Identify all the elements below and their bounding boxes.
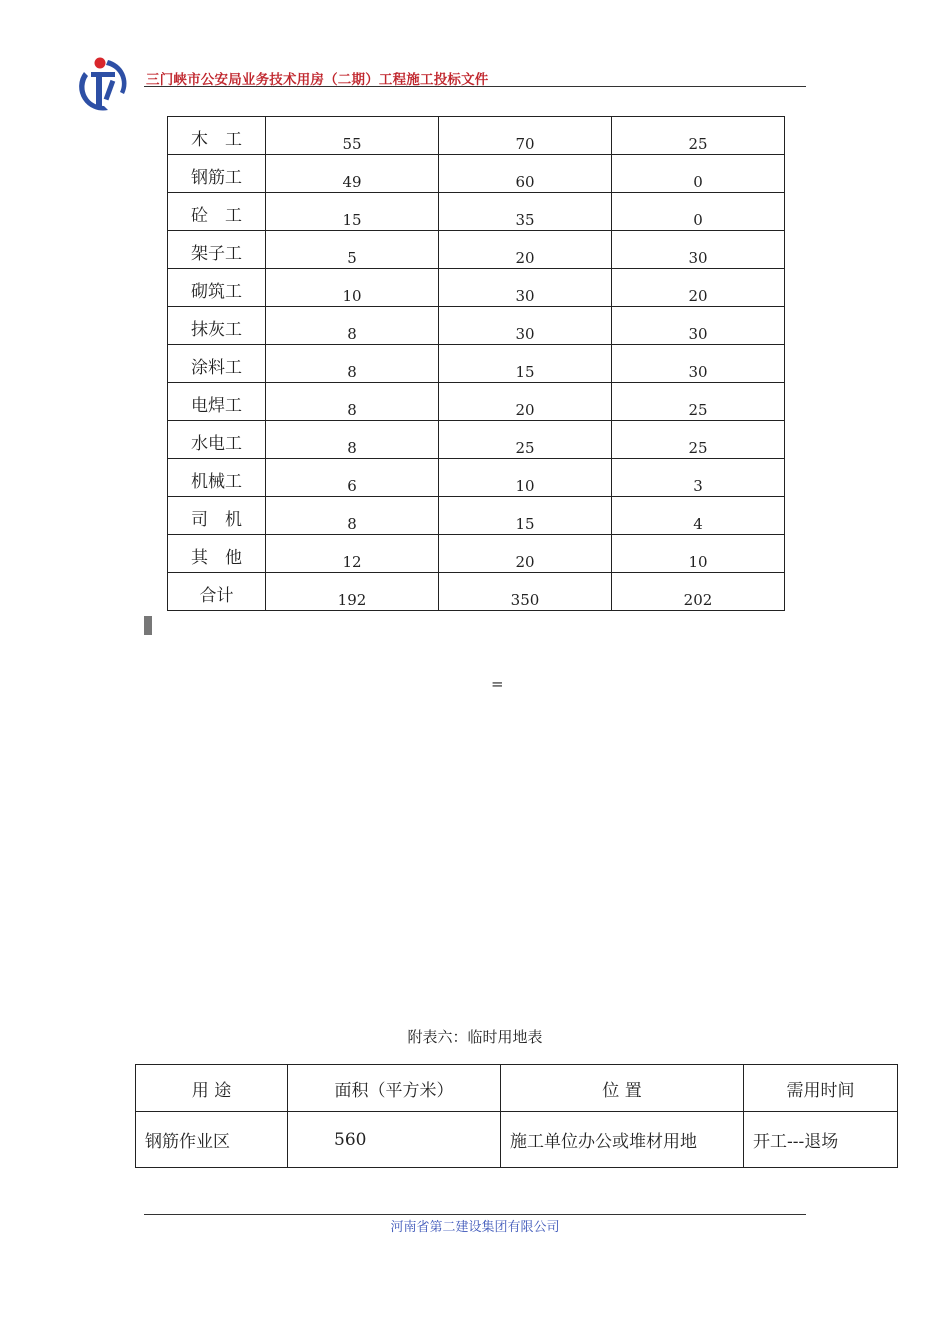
value-cell: [612, 269, 785, 307]
table-row: [168, 383, 785, 421]
category-label: 电焊工: [191, 396, 242, 416]
cell-location: 施工单位办公或堆材用地: [501, 1112, 744, 1168]
category-cell: [168, 231, 266, 269]
value-cell: [266, 459, 439, 497]
category-label: 合计: [199, 586, 234, 606]
value-cell: [266, 117, 439, 155]
category-label: 抹灰工: [191, 320, 242, 340]
value-text: 15: [515, 515, 535, 533]
header-cell-time: 需用时间: [744, 1065, 898, 1112]
value-cell: [612, 307, 785, 345]
value-text: 25: [688, 401, 708, 419]
value-cell: [439, 307, 612, 345]
labor-table: [167, 116, 785, 611]
value-cell: [266, 383, 439, 421]
value-text: 25: [688, 135, 708, 153]
footer-divider: [144, 1214, 806, 1215]
value-cell: [266, 497, 439, 535]
value-text: 0: [693, 211, 703, 229]
land-table-header-row: [136, 1065, 898, 1112]
value-text: 6: [347, 477, 357, 495]
category-cell: [168, 573, 266, 611]
value-text: 20: [688, 287, 708, 305]
category-label: 砼 工: [191, 206, 242, 226]
table-row: [168, 573, 785, 611]
header-cell-use: 用 途: [136, 1065, 288, 1112]
table-row: [168, 345, 785, 383]
value-cell: [439, 459, 612, 497]
value-text: 20: [515, 249, 535, 267]
value-cell: [266, 269, 439, 307]
category-cell: [168, 459, 266, 497]
category-label: 木 工: [191, 130, 242, 150]
table-row: [168, 193, 785, 231]
value-text: 15: [515, 363, 535, 381]
value-cell: [439, 193, 612, 231]
value-cell: [266, 155, 439, 193]
value-text: 30: [688, 249, 708, 267]
equals-sign: =: [491, 675, 504, 693]
value-text: 10: [515, 477, 535, 495]
value-text: 60: [515, 173, 535, 191]
value-text: 25: [688, 439, 708, 457]
table-row: [168, 231, 785, 269]
table-row: [168, 155, 785, 193]
value-cell: [612, 193, 785, 231]
land-table-caption: 附表六：临时用地表: [407, 1028, 543, 1046]
value-text: 192: [337, 591, 367, 609]
category-cell: [168, 345, 266, 383]
category-cell: [168, 421, 266, 459]
category-cell: [168, 497, 266, 535]
value-text: 55: [342, 135, 362, 153]
margin-marker: [144, 616, 152, 635]
header-divider: [144, 86, 806, 87]
value-text: 35: [515, 211, 535, 229]
value-text: 8: [347, 515, 357, 533]
category-label: 砌筑工: [191, 282, 242, 302]
value-cell: [612, 155, 785, 193]
value-cell: [612, 117, 785, 155]
category-label: 司 机: [191, 510, 242, 530]
value-text: 25: [515, 439, 535, 457]
value-cell: [266, 231, 439, 269]
category-label: 涂料工: [191, 358, 242, 378]
value-text: 8: [347, 363, 357, 381]
cell-time: 开工---退场: [744, 1112, 898, 1168]
value-cell: [266, 535, 439, 573]
value-text: 20: [515, 401, 535, 419]
value-text: 4: [693, 515, 703, 533]
category-cell: [168, 269, 266, 307]
value-text: 30: [688, 325, 708, 343]
value-cell: [266, 421, 439, 459]
value-cell: [612, 383, 785, 421]
value-text: 30: [515, 287, 535, 305]
value-text: 202: [683, 591, 713, 609]
cell-area: 560: [288, 1112, 501, 1168]
value-text: 3: [693, 477, 703, 495]
category-label: 机械工: [191, 472, 242, 492]
value-text: 5: [347, 249, 357, 267]
value-text: 8: [347, 439, 357, 457]
footer-company-name: 河南省第二建设集团有限公司: [390, 1220, 560, 1235]
table-row: [168, 117, 785, 155]
value-text: 12: [342, 553, 362, 571]
table-row: [168, 459, 785, 497]
company-logo: [74, 54, 130, 114]
value-cell: [612, 231, 785, 269]
category-cell: [168, 155, 266, 193]
value-cell: [439, 117, 612, 155]
value-cell: [612, 535, 785, 573]
category-cell: [168, 307, 266, 345]
category-label: 架子工: [191, 244, 242, 264]
value-cell: [266, 193, 439, 231]
category-cell: [168, 117, 266, 155]
value-cell: [439, 345, 612, 383]
value-text: 10: [688, 553, 708, 571]
value-cell: [439, 421, 612, 459]
table-row: [168, 421, 785, 459]
value-text: 350: [510, 591, 540, 609]
value-cell: [439, 497, 612, 535]
header-cell-location: 位 置: [501, 1065, 744, 1112]
value-cell: [612, 345, 785, 383]
value-text: 20: [515, 553, 535, 571]
value-cell: [439, 231, 612, 269]
value-cell: [439, 535, 612, 573]
value-cell: [439, 269, 612, 307]
table-row: [168, 269, 785, 307]
value-cell: [612, 459, 785, 497]
value-cell: [439, 155, 612, 193]
document-header-title: 三门峡市公安局业务技术用房（二期）工程施工投标文件: [146, 72, 489, 88]
value-text: 49: [342, 173, 362, 191]
value-text: 15: [342, 211, 362, 229]
value-text: 8: [347, 325, 357, 343]
value-text: 30: [688, 363, 708, 381]
value-text: 8: [347, 401, 357, 419]
value-cell: [439, 573, 612, 611]
category-label: 水电工: [191, 434, 242, 454]
table-row: [168, 535, 785, 573]
land-table-row: [136, 1112, 898, 1168]
value-cell: [439, 383, 612, 421]
table-row: [168, 497, 785, 535]
category-label: 其 他: [191, 548, 242, 568]
value-text: 0: [693, 173, 703, 191]
category-cell: [168, 535, 266, 573]
category-cell: [168, 193, 266, 231]
value-cell: [266, 307, 439, 345]
land-use-table: [135, 1064, 898, 1168]
category-label: 钢筋工: [191, 168, 242, 188]
value-cell: [612, 573, 785, 611]
category-cell: [168, 383, 266, 421]
table-row: [168, 307, 785, 345]
value-text: 10: [342, 287, 362, 305]
value-cell: [612, 497, 785, 535]
value-cell: [266, 345, 439, 383]
value-cell: [266, 573, 439, 611]
value-cell: [612, 421, 785, 459]
value-text: 70: [515, 135, 535, 153]
value-text: 30: [515, 325, 535, 343]
header-cell-area: 面积（平方米）: [288, 1065, 501, 1112]
cell-use: 钢筋作业区: [136, 1112, 288, 1168]
